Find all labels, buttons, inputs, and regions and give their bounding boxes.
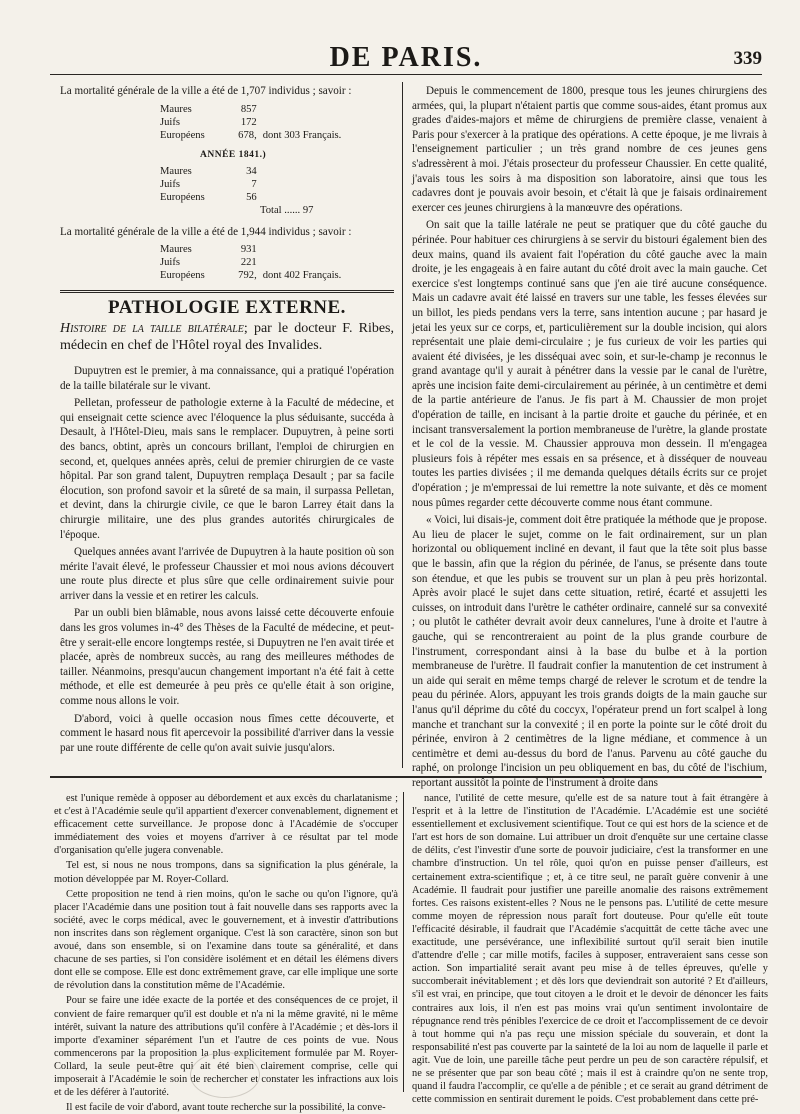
row-value: 792, xyxy=(238,270,257,282)
article-title-main: Histoire de la taille bilatérale xyxy=(60,320,244,336)
mortality-row xyxy=(160,103,345,116)
mortality-row xyxy=(160,256,345,269)
mortality-intro-1: La mortalité générale de la ville a été de 1,707 individus ; savoir : xyxy=(60,85,352,97)
mortality-row xyxy=(160,178,267,191)
row-label: Européens xyxy=(160,192,205,204)
row-note xyxy=(263,103,346,116)
paragraph: D'abord, voici à quelle occasion nous fîmes cette découverte, et comment le hasard nous fit apercevoir la possibilité d'arriver dans la vessie par une route différente de celle qu'on avait suivie jusqu'alors. xyxy=(60,712,394,754)
article-title-rest: ; par le docteur F. Ribes, médecin en chef de l'Hôtel royal des Invalides. xyxy=(60,320,395,353)
total-value: 97 xyxy=(302,205,314,217)
row-value: 172 xyxy=(240,116,257,128)
row-label: Juifs xyxy=(160,116,181,128)
row-value: 857 xyxy=(240,103,257,115)
row-note xyxy=(263,116,346,129)
row-label: Européens xyxy=(160,129,205,141)
feuilleton-paragraph: Cette proposition ne tend à rien moins, qu'on le sache ou qu'on l'ignore, qu'à placer l'Académie dans une position tout à fait nouvelle dans ses rapports avec la société, avec le corps médical, avec le gouvernement, et à investir d'attributions non inscrites dans son règlement organique. C'est là son caractère, sinon son but avoué, dans son ensemble, si on l'examine dans toute sa généralité, et dans chacune de ses parties, si l'on considère isolément et en détail les élémens divers dont elle se compose. Elle est donc extrêmement grave, car elle implique une sorte de révolution dans la constitution même de l'Académie. xyxy=(54,888,398,992)
feuilleton-paragraph: est l'unique remède à opposer au débordement et aux excès du charlatanisme ; et c'est à l'Académie seule qu'il appartient d'exercer convenablement, dignement et efficacement cette surveillance. Je propose donc à l'Académie de s'occuper immédiatement des voies et moyens d'arriver à ce résultat par tel mode d'organisation qu'elle jugera convenable. xyxy=(54,793,398,857)
paragraph: Dupuytren est le premier, à ma connaissance, qui a pratiqué l'opération de la taille bilatérale sur le vivant. xyxy=(60,364,394,392)
page-number: 339 xyxy=(733,48,762,69)
feuilleton-paragraph: Il est facile de voir d'abord, avant toute recherche sur la possibilité, la conve- xyxy=(66,1102,386,1114)
row-note xyxy=(263,256,346,269)
paragraph: Quelques années avant l'arrivée de Dupuytren à la haute position où son mérite l'avait élevé, le professeur Chaussier et moi nous avions découvert une route plus directe et plus sûre que celle ordinairement suivie pour arriver dans la vessie et en retirer les calculs. xyxy=(60,546,394,602)
feuilleton-right xyxy=(412,792,768,1106)
row-value: 221 xyxy=(240,257,257,269)
mortality-row xyxy=(160,191,267,204)
right-column xyxy=(412,84,767,789)
feuilleton-right-body xyxy=(412,792,768,1106)
row-label: Européens xyxy=(160,270,205,282)
column-divider xyxy=(402,82,403,768)
row-value: 7 xyxy=(251,179,257,191)
row-value: 931 xyxy=(240,244,257,256)
mortality-table-3 xyxy=(160,243,345,282)
mortality-table-1 xyxy=(160,103,345,142)
row-label: Maures xyxy=(160,103,192,115)
header-rule xyxy=(50,74,762,75)
row-note xyxy=(263,191,267,204)
mortality-total: Total ...... 97 xyxy=(260,205,314,217)
feuilleton-rule xyxy=(50,776,762,778)
mortality-table-2 xyxy=(160,165,267,204)
paragraph: On sait que la taille latérale ne peut se pratiquer que du côté gauche du périnée. Pour habituer ces chirurgiens à se servir du bistouri également bien des deux mains, quand ils avaient fait l'opération du côté gauche avec la main droite, je les engageais à en faire autant du côté droit avec la main gauche. Cet exercice s'est longtemps continué sans que j'en aie tiré aucune conséquence. Mais un cadavre avait été laissé en travers sur une table, les fesses élevées sur un billot, les pieds pendans vers la terre, sans intention aucune ; par hasard je jetai les yeux sur ce corps, et, particulièrement sur la double incision, qui alors représentait une plaie demi-circulaire ; je fus curieux de voir les parties qui avaient été divisées, je les disséquai avec soin, et sur-le-champ je reconnus le grand avantage qu'il y aurait à pénétrer dans la vessie par le canal de l'urètre, après une incision faite demi-circulairement au périnée, à un centimètre et demi de la partie antérieure de l'anus. Je fis part à M. Chaussier de mon projet d'opération de taille, en incisant à la partie droite et gauche du périnée, et en incisant transversalement la portion membraneuse de l'urètre, la glande prostate et le col de la vessie. M. Chaussier approuva mon dessein. Il m'engagea plusieurs fois à répéter mes essais en sa présence, et à disséquer de nouveau toutes les parties divisées ; il me demanda quelques détails écrits sur ce projet d'opération ; je m'empressai de lui remettre la note suivante, et dès ce moment nous pûmes regarder cette découverte comme nous étant commune. xyxy=(412,219,767,509)
row-label: Maures xyxy=(160,244,192,256)
mortality-intro-2: La mortalité générale de la ville a été de 1,944 individus ; savoir : xyxy=(60,225,352,238)
paragraph: Par un oubli bien blâmable, nous avons laissé cette découverte enfouie dans les gros volumes in-4° des Thèses de la Faculté de médecine, et peut-être y serait-elle encore longtemps restée, si Dupuytren ne l'en avait tirée et placée, après de nombreux succès, au rang des meilleures méthodes de tailler. Néanmoins, presqu'aucun changement important n'a été fait à cette méthode, et elle est demeurée à peu près ce qu'elle était à son origine, comme nous allons le voir. xyxy=(60,607,394,708)
paragraph: « Voici, lui disais-je, comment doit être pratiquée la méthode que je propose. Au lieu de placer le sujet, comme on le fait ordinairement, sur un plan horizontal ou obliquement incliné en devant, il faut que la tête soit plus basse que le bassin, afin que la région du périnée, de l'anus, se présente dans toute son étendue, et que les pubis se trouvent sur un plan à peu près horizontal. Après avoir placé le sujet dans cette situation, retiré, écarté et assujetti les cuisses, on introduit dans l'urètre le cathéter ordinaire, cannelé sur sa convexité ; ou plutôt le cathéter devrait avoir deux cannelures, l'une à droite et l'autre à gauche, qui se rencontreraient au point de la plus grande courbure de l'instrument, correspondant ainsi à la base du bulbe et à la portion membraneuse de l'urètre. Il faudrait confier la manutention de cet instrument à un aide qui serait en même temps chargé de relever le scrotum et de tendre la peau du périnée. Alors, appuyant les trois grands doigts de la main gauche sur l'anus qu'il déprime du côté du coccyx, l'opérateur prend un fort scalpel à long manche et tranchant sur la convexité ; il en porte la pointe sur le côté droit du périnée, environ à 2 centimètres de la ligne médiane, et commence à un centimètre et demi au-dessus du bord de l'anus. Parvenu au côté gauche du raphé, on prolonge l'incision un peu obliquement en bas, du côté de l'ischium, reportant aussitôt la pointe de l'instrument à droite dans xyxy=(412,514,767,789)
row-value: 678, xyxy=(238,129,257,141)
row-label: Juifs xyxy=(160,257,181,269)
feuilleton-divider xyxy=(403,792,404,1092)
page-header xyxy=(50,38,762,78)
feuilleton-paragraph: Tel est, si nous ne nous trompons, dans sa signification la plus générale, la motion développée par M. Royer-Collard. xyxy=(54,860,398,885)
feuilleton-paragraph: Pour se faire une idée exacte de la portée et des conséquences de ce projet, il convient de faire remarquer qu'il est double et n'a ni la même gravité, ni le même intérêt, suivant la nature des attributions qu'il confère à l'Académie ; et dès-lors il importe d'examiner séparément l'un et l'autre de ces points de vue. Nous commencerons par la proposition la plus explicitement formulée par M. Royer-Collard, la seule peut-être qui ait été bien clairement comprise, celle qui imposerait à l'Académie le soin de rechercher et constater les infractions aux lois et de les déférer à l'autorité. xyxy=(54,995,398,1099)
mortality-row xyxy=(160,116,345,129)
mortality-row xyxy=(160,269,345,282)
row-value: 56 xyxy=(246,192,257,204)
running-title: DE PARIS. xyxy=(329,42,483,73)
article-body-right xyxy=(412,84,767,791)
paragraph: Pelletan, professeur de pathologie externe à la Faculté de médecine, et qui enseignait cette science avec l'éloquence la plus séduisante, succéda à Desault, à l'Hôtel-Dieu, mais sans le remplacer. Dupuytren, à peine sorti des bancs, obtint, après un concours brillant, l'emploi de chirurgien en second, et, quelques années après, celui de premier chirurgien de ce vaste hôpital. Par son grand talent, Dupuytren remplaça Desault ; par sa facile élocution, son profond savoir et la sûreté de sa main, il surpassa Pelletan, et devint, dans la chirurgie civile, ce que le baron Larrey était dans la chirurgie militaire, une des plus grandes autorités chirurgicales de l'époque. xyxy=(60,397,394,541)
row-note xyxy=(263,243,346,256)
article-title xyxy=(60,320,394,354)
section-title: PATHOLOGIE EXTERNE. xyxy=(108,297,346,319)
left-column xyxy=(60,84,394,764)
mortality-row xyxy=(160,165,267,178)
feuilleton-paragraph: nance, l'utilité de cette mesure, qu'elle est de sa nature tout à fait étrangère à l'esprit et à la lettre de l'institution de l'Académie. L'Académie est une société essentiellement et exclusivement scientifique. Tout ce qui est hors de la science et de l'art est hors de son domaine. Lui attribuer un droit d'enquête sur une certaine classe de délits, c'est l'investir d'une sorte de pouvoir judiciaire, c'est la transformer en une chambre d'instruction. Un tel rôle, quoi qu'on en puisse penser d'ailleurs, est certainement extra-scientifique ; et, à ce titre seul, ne paraît guère convenir à une Académie. Il faudrait pour justifier une pareille anomalie des raisons extrêmement fortes. Ces raisons existent-elles ? Nous ne le pensons pas. L'utilité de cette mesure comme moyen de répression nous paraît fort douteuse. Pour qu'elle eût toute l'efficacité désirable, il faudrait que l'Académie s'acquittât de cette tâche avec une exactitude, une persévérance, une inflexibilité surtout qu'il serait bien inutile d'attendre d'elle ; car mille motifs, faciles à supposer, entraveraient sans cesse son action. Son impartialité serait avant peu mise à de telles épreuves, qu'elle y succomberait inévitablement ; et dès lors que deviendrait son autorité ? Et d'ailleurs, s'il est vrai, en principe, que tout citoyen a le droit et le devoir de dénoncer les faits contraires aux lois, il n'en est pas moins vrai qu'un sentiment involontaire de répugnance rend très pénibles l'exercice de ce droit et l'accomplissement de ce devoir à tout homme qui n'a pas reçu une mission spéciale du souverain, et dont la responsabilité n'est pas couverte par la sainteté de la loi au nom de laquelle il parle et agit. Vue de loin, une pareille tâche peut perdre un peu de son caractère répulsif, et ne se présenter que par son beau côté ; mais il est à craindre qu'on ne sente trop, quand il faudra l'accomplir, ce qu'elle a de pénible ; et ce serait au grand détriment de cette commission en sentirait durement le poids. C'est probablement dans cette pré- xyxy=(412,793,768,1106)
row-value: 34 xyxy=(246,166,257,178)
row-note xyxy=(263,178,267,191)
row-note: dont 303 Français. xyxy=(262,129,342,141)
row-note xyxy=(263,165,267,178)
total-label: Total xyxy=(260,205,282,217)
article-body-left xyxy=(60,364,394,755)
year-heading: ANNÉE 1841.) xyxy=(200,149,267,160)
row-label: Maures xyxy=(160,166,192,178)
row-note: dont 402 Français. xyxy=(262,270,342,282)
paragraph: Depuis le commencement de 1800, presque tous les jeunes chirurgiens des armées, qui, la plupart n'étaient partis que comme sous-aides, étant promus aux grades d'aides-majors et même de chirurgiens de première classe, venaient à Paris pour s'exercer à la pratique des opérations. A cette époque, je me livrais à l'enseignement particulier ; un très grand nombre de ces jeunes gens s'adressèrent à moi. J'étais prosecteur du professeur Chaussier. En cette qualité, j'avais tous les soirs à ma disposition son laboratoire, ainsi que tous les cadavres dont je pouvais avoir besoin, et c'était là que je faisais ordinairement exercer ces jeunes chirurgiens à la manœuvre des opérations. xyxy=(412,85,767,214)
mortality-row xyxy=(160,243,345,256)
library-stamp xyxy=(190,1052,260,1098)
feuilleton-left xyxy=(54,792,398,1114)
row-label: Juifs xyxy=(160,179,181,191)
section-rule xyxy=(60,290,394,293)
mortality-row xyxy=(160,129,345,142)
